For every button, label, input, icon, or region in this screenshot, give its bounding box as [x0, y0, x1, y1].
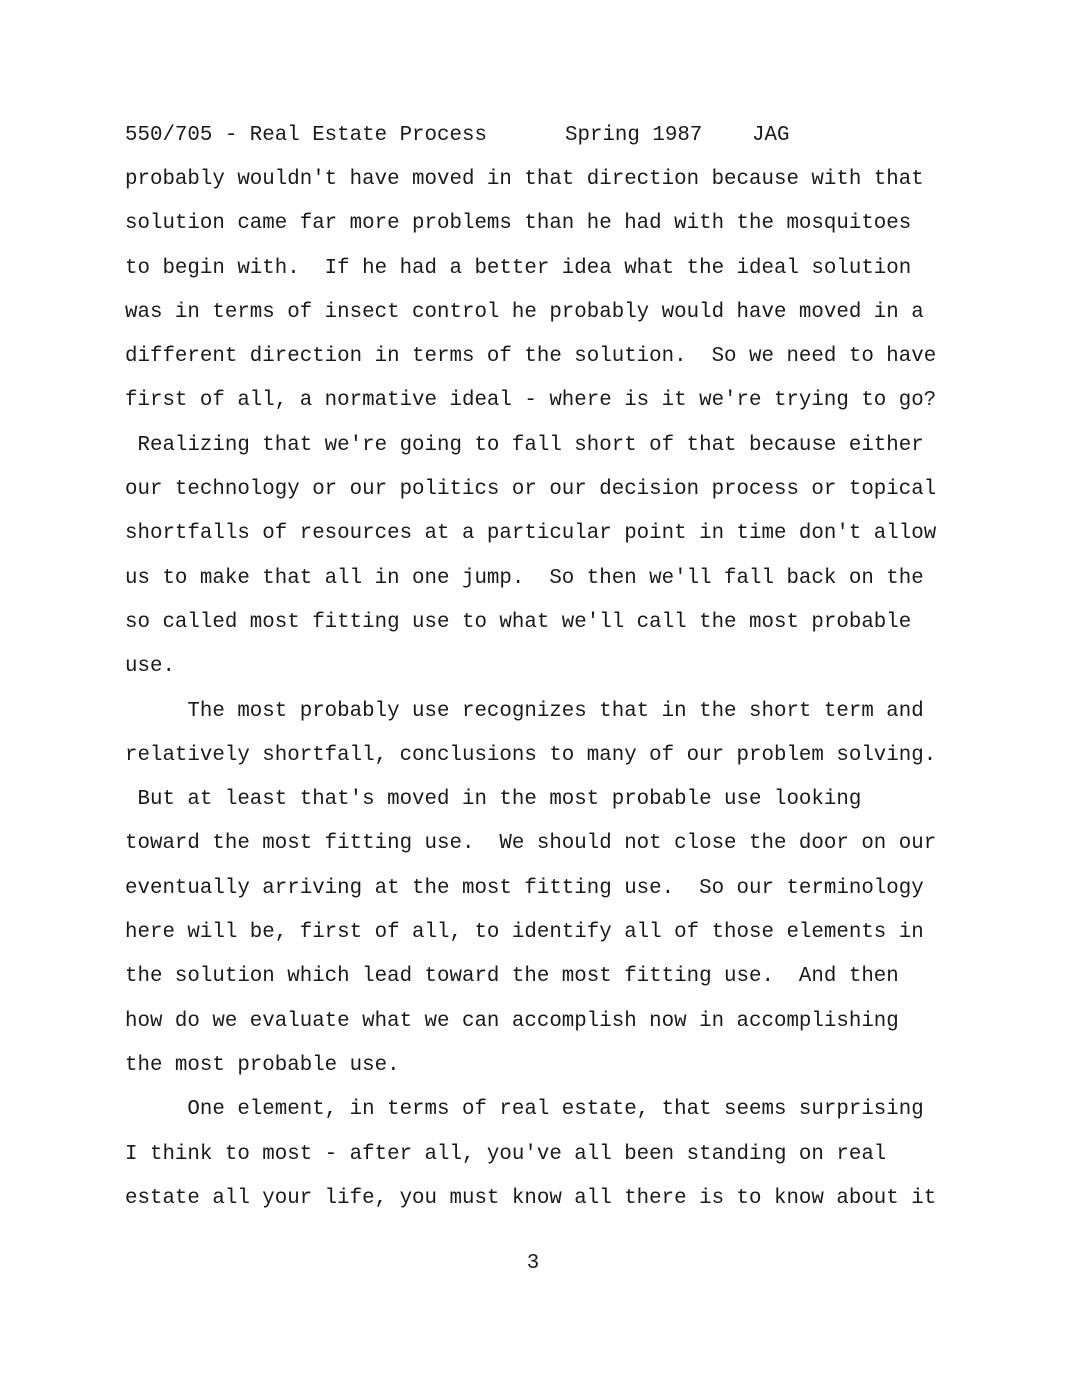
page-number: 3 [526, 1252, 540, 1275]
text-line: solution came far more problems than he had with the mosquitoes [125, 212, 912, 236]
text-line: how do we evaluate what we can accomplish now in accomplishing [125, 1009, 899, 1033]
text-line: was in terms of insect control he probably would have moved in a [125, 300, 924, 324]
text-line: But at least that's moved in the most probable use looking [125, 788, 862, 812]
text-line: our technology or our politics or our decision process or topical [125, 478, 937, 502]
course-title: 550/705 - Real Estate Process [125, 124, 487, 147]
text-line: the solution which lead toward the most fitting use. And then [125, 965, 899, 989]
text-line: first of all, a normative ideal - where is it we're trying to go? [125, 389, 937, 413]
text-line: The most probably use recognizes that in the short term and [125, 699, 924, 723]
text-line: us to make that all in one jump. So then we'll fall back on the [125, 566, 924, 590]
text-line: here will be, first of all, to identify all of those elements in [125, 921, 924, 945]
transcript-body [125, 158, 955, 1221]
text-line: use. [125, 655, 175, 679]
text-line: Realizing that we're going to fall short of that because either [125, 433, 924, 457]
text-line: different direction in terms of the solution. So we need to have [125, 345, 937, 369]
page-header [125, 124, 789, 148]
text-line: estate all your life, you must know all there is to know about it [125, 1186, 937, 1210]
text-line: toward the most fitting use. We should not close the door on our [125, 832, 937, 856]
text-line: so called most fitting use to what we'll call the most probable [125, 610, 912, 634]
author-initials: JAG [752, 124, 790, 147]
term-label: Spring 1987 [565, 124, 703, 147]
text-line: eventually arriving at the most fitting use. So our terminology [125, 876, 924, 900]
text-line: the most probable use. [125, 1053, 400, 1077]
text-line: probably wouldn't have moved in that direction because with that [125, 168, 924, 191]
text-line: One element, in terms of real estate, that seems surprising [125, 1098, 924, 1122]
text-line: shortfalls of resources at a particular point in time don't allow [125, 522, 937, 546]
text-line: relatively shortfall, conclusions to many of our problem solving. [125, 743, 937, 767]
text-line: I think to most - after all, you've all been standing on real [125, 1142, 887, 1166]
text-line: to begin with. If he had a better idea what the ideal solution [125, 256, 912, 280]
